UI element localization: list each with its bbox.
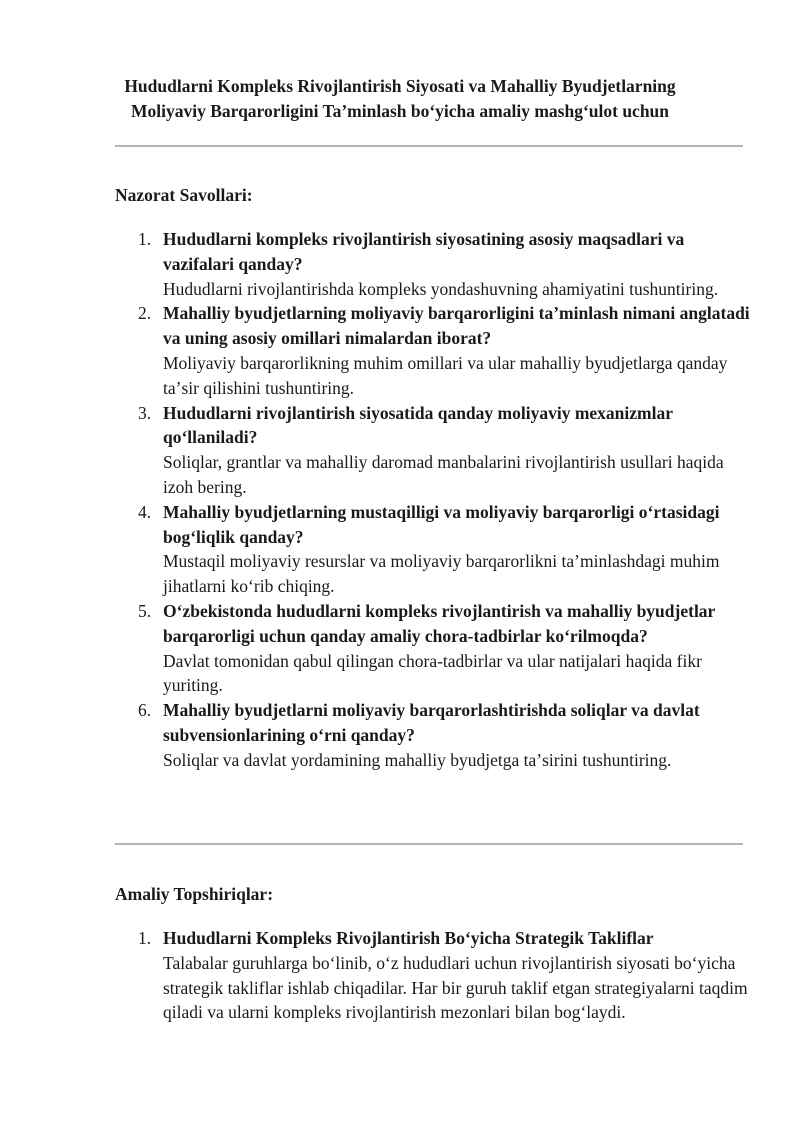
question-description: Mustaqil moliyaviy resurslar va moliyaviy barqarorlikni taʼminlashdagi muhim jihatlarni koʻrib chiqing. [163,551,720,597]
question-description: Davlat tomonidan qabul qilingan chora-tadbirlar va ular natijalari haqida fikr yuriting. [163,650,702,696]
practical-tasks-list [115,926,755,1025]
list-item [115,698,755,772]
question-title: Hududlarni rivojlantirish siyosatida qanday moliyaviy mexanizmlar qoʻllaniladi? [163,402,673,448]
practical-tasks-heading: Amaliy Topshiriqlar: [115,884,274,904]
question-title: Mahalliy byudjetlarning moliyaviy barqarorligini taʼminlash nimani anglatadi va uning asosiy omillari nimalardan iborat? [163,303,750,349]
task-title: Hududlarni Kompleks Rivojlantirish Boʻyicha Strategik Takliflar [163,928,654,948]
list-item [115,926,755,1025]
item-number: 6. [138,700,152,721]
question-title: Mahalliy byudjetlarning mustaqilligi va moliyaviy barqarorligi oʻrtasidagi bogʻliqlik qanday? [163,501,720,547]
task-description: Talabalar guruhlarga boʻlinib, oʻz hududlari uchun rivojlantirish siyosati boʻyicha strategik takliflar ishlab chiqadilar. Har bir guruh taklif etgan strategiyalarni taqdim qiladi va ularni kompleks rivojlantirish mezonlari bilan bogʻlaydi. [163,952,748,1023]
item-number: 1. [138,229,152,249]
question-title: Hududlarni kompleks rivojlantirish siyosatining asosiy maqsadlari va vazifalari qanday? [163,229,685,274]
list-item [115,500,755,599]
list-item [115,301,755,400]
document-title [60,74,740,124]
control-questions-heading: Nazorat Savollari: [115,185,253,205]
list-item [115,599,755,698]
divider-top [115,145,743,147]
item-number: 1. [138,928,152,948]
question-description: Soliqlar va davlat yordamining mahalliy byudjetga taʼsirini tushuntiring. [163,749,672,770]
title-line-2: Moliyaviy Barqarorligini Taʼminlash boʻyicha amaliy mashgʻulot uchun [130,101,670,121]
item-number: 2. [138,303,152,324]
question-description: Hududlarni rivojlantirishda kompleks yondashuvning ahamiyatini tushuntiring. [163,278,719,299]
question-description: Soliqlar, grantlar va mahalliy daromad manbalarini rivojlantirish usullari haqida izoh bering. [163,452,724,497]
item-number: 5. [138,600,152,621]
list-item [115,227,755,301]
list-item [115,401,755,500]
question-title: Oʻzbekistonda hududlarni kompleks rivojlantirish va mahalliy byudjetlar barqarorligi uchun qanday amaliy chora-tadbirlar koʻrilmoqda? [163,600,716,646]
item-number: 4. [138,501,152,522]
question-title: Mahalliy byudjetlarni moliyaviy barqarorlashtirishda soliqlar va davlat subvensionlarining oʻrni qanday? [163,700,700,745]
item-number: 3. [138,402,152,423]
control-questions-list [115,227,755,773]
question-description: Moliyaviy barqarorlikning muhim omillari va ular mahalliy byudjetlarga qanday taʼsir qilishini tushuntiring. [163,352,728,398]
divider-middle [115,843,743,845]
title-line-1: Hududlarni Kompleks Rivojlantirish Siyosati va Mahalliy Byudjetlarning [124,76,676,96]
